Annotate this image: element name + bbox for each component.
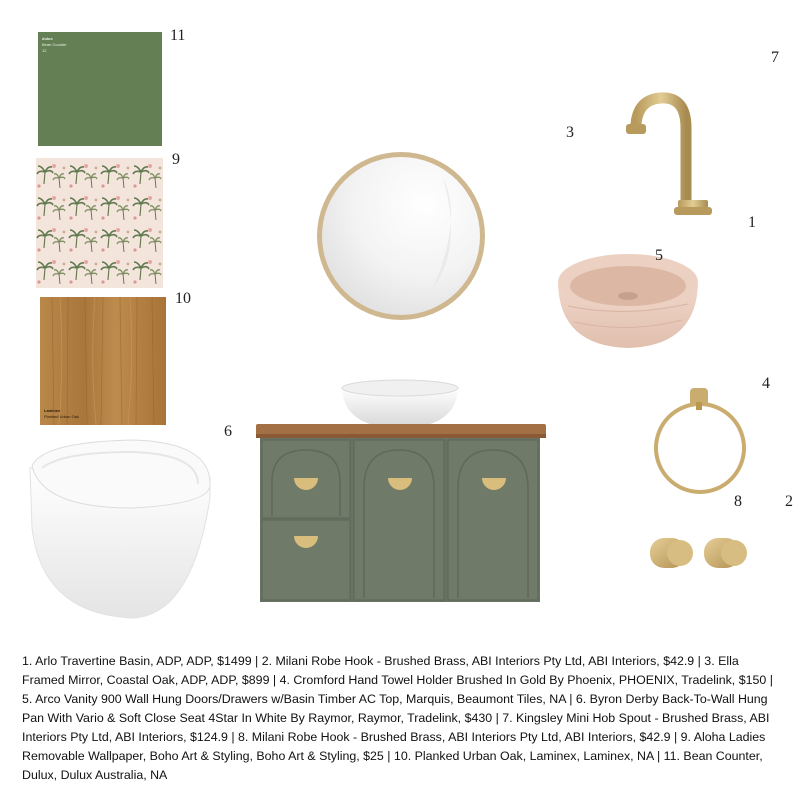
- label-9: 9: [172, 151, 180, 168]
- oak-swatch: [40, 297, 166, 425]
- label-1: 1: [748, 214, 756, 231]
- label-4: 4: [762, 375, 770, 392]
- travertine-basin: [554, 246, 702, 350]
- label-7: 7: [771, 49, 779, 66]
- label-11: 11: [170, 27, 186, 44]
- round-mirror: [313, 148, 489, 324]
- label-5: 5: [655, 247, 663, 264]
- laminate-brand: Laminex: [44, 408, 61, 413]
- label-2: 2: [785, 493, 793, 510]
- paint-code: 12: [42, 48, 47, 53]
- product-list-caption: 1. Arlo Travertine Basin, ADP, ADP, $1499 | 2. Milani Robe Hook - Brushed Brass, ABI Interiors Pty Ltd, ABI Interiors, $42.9 | 3. Ella Framed Mirror, Coastal Oak, ADP, ADP, $899 | 4. Cromford Hand Towel Holder Brushed In Gold By Phoenix, PHOENIX, Tradelink, $150 | 5. Arco Vanity 900 Wall Hung Doors/Drawers w/Basin Timber AC Top, Marquis, Beaumont Tiles, NA | 6. Byron Derby Back-To-Wall Hung Pan With Vario & Soft Close Seat 4Star In White By Raymor, Raymor, Tradelink, $430 | 7. Kingsley Mini Hob Spout - Brushed Brass, ABI Interiors Pty Ltd, ABI Interiors, $124.9 | 8. Milani Robe Hook - Brushed Brass, ABI Interiors Pty Ltd, ABI Interiors, $42.9 | 9. Aloha Ladies Removable Wallpaper, Boho Art & Styling, Boho Art & Styling, $25 | 10. Planked Urban Oak, Laminex, Laminex, NA | 11. Bean Counter, Dulux, Dulux Australia, NA: [22, 654, 773, 782]
- wallpaper-swatch: [36, 158, 163, 288]
- label-3: 3: [566, 124, 574, 141]
- brass-spout: [620, 88, 730, 218]
- robe-hooks: [648, 532, 748, 574]
- paint-brand: dulux: [42, 36, 53, 41]
- label-8: 8: [734, 493, 742, 510]
- label-10: 10: [175, 290, 191, 307]
- paint-name: Bean Counter: [42, 42, 67, 47]
- wall-hung-toilet: [22, 438, 218, 620]
- label-6: 6: [224, 423, 232, 440]
- vanity-with-basin: [254, 378, 546, 604]
- paint-swatch: [38, 32, 162, 146]
- towel-ring: [650, 384, 750, 500]
- laminate-name: Planked Urban Oak: [44, 414, 79, 419]
